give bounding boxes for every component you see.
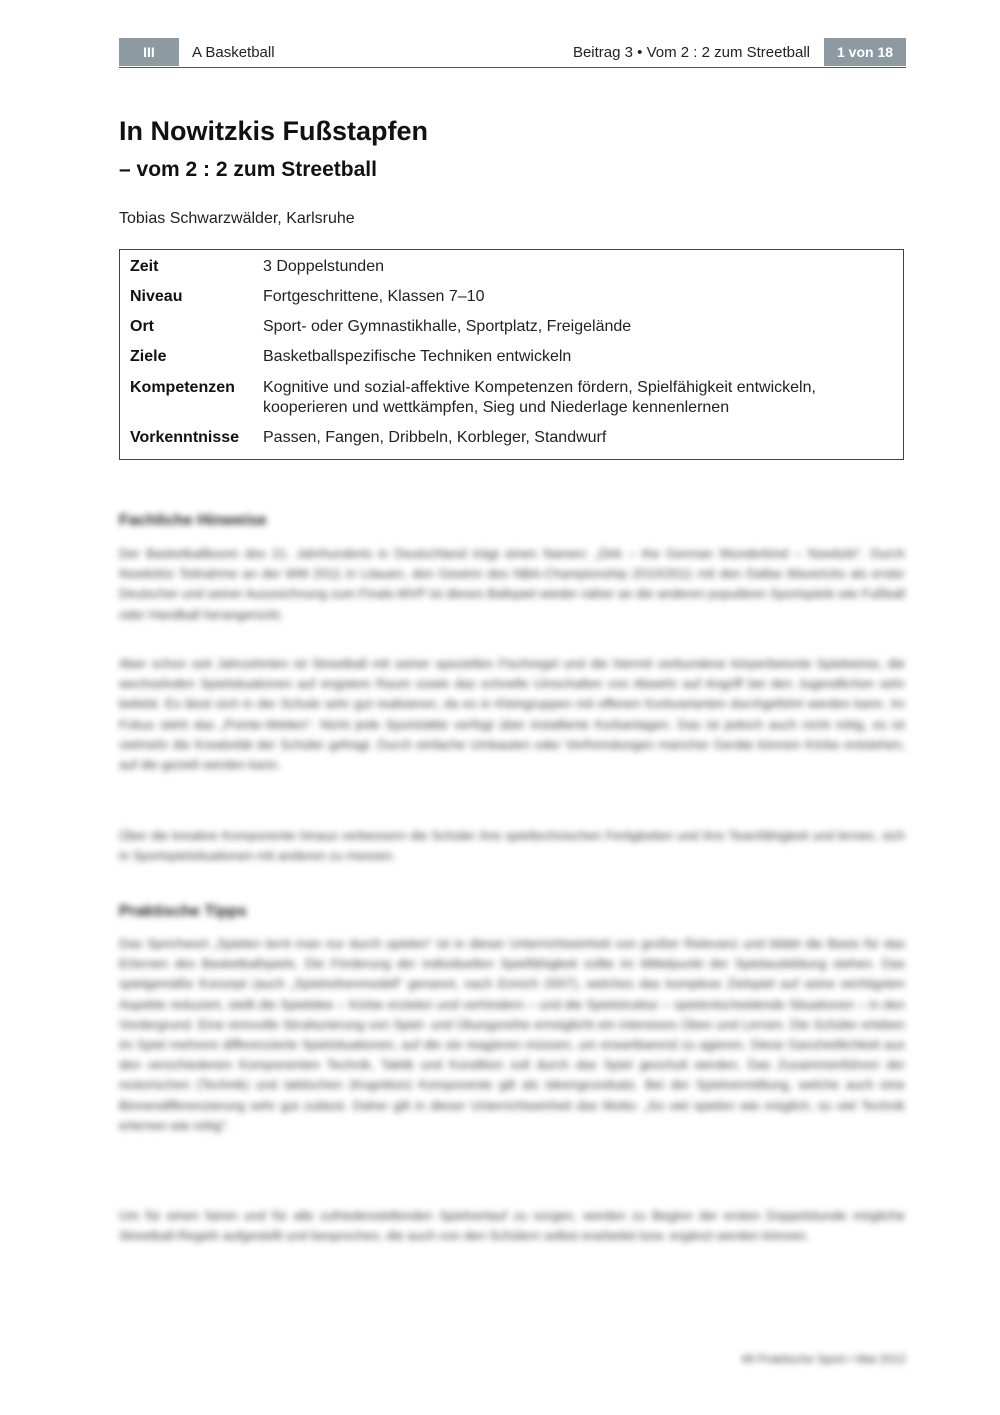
page-header — [119, 38, 906, 68]
info-table — [119, 249, 904, 460]
author-line: Tobias Schwarzwälder, Karlsruhe — [119, 210, 355, 227]
document-subtitle: – vom 2 : 2 zum Streetball — [119, 158, 377, 181]
paragraph: Um für einen fairen und für alle zufriedenstellenden Spielverlauf zu sorgen, werden zu Beginn der ersten Doppelstunde mögliche Streetball-Regeln aufgestellt und besprochen, die auch von den Schülern selbst erarbeitet bzw. ergänzt werden können. — [119, 1208, 905, 1244]
info-value: Kognitive und sozial-affektive Kompetenzen fördern, Spielfähigkeit entwickeln, kooperieren und wettkämpfen, Sieg und Niederlage kennenlernen — [263, 379, 816, 416]
article-title: Beitrag 3 • Vom 2 : 2 zum Streetball — [572, 44, 810, 61]
paragraph: Das Sprichwort „Spielen lernt man nur durch spielen“ ist in dieser Unterrichtseinheit von großer Relevanz und bildet die Basis für das Erlernen des Basketballspiels. Die Förderung der individuellen Spielfähigkeit sollte im Mittelpunkt der Spielausbildung stehen. Das spielgemäße Konzept (auch „Spielreihenmodell“ genannt, nach Emrich 2007), welches das komplexe Zielspiel auf seine wichtigsten Aspekte reduziert, stellt die Spielidee – Körbe erzielen und verhindern – und die Spielstruktur – spielentscheidende Situationen – in den Vordergrund. Eine sinnvolle Strukturierung von Spiel- und Übungsreihe ermöglicht ein intensives Üben und Lernen. Die Schüler erleben im Spiel mehrere differenzierte Spielsituationen, auf die sie reagieren müssen, um erwartbarend zu agieren. Diese Ganzheitlichkeit aus den verschiedenen Komponenten Technik, Taktik und Kondition soll durch das Spiel geschult werden. Das Zusammenführen der motorischen (Technik) und taktischen (Kognition) Komponente gilt als Ideengrundsatz. Bei der Spielvermittlung, welche auch eine Binnendifferenzierung sehr gut zulässt. Daher gilt in dieser Unterrichtseinheit das Motto: „So viel spielen wie möglich, so viel Technik erlernen wie nötig“. — [119, 936, 905, 1133]
info-label: Zeit — [130, 258, 159, 275]
section-heading-fachliche-hinweise: Fachliche Hinweise — [119, 512, 267, 529]
chapter-title: A Basketball — [192, 44, 275, 61]
info-label: Vorkenntnisse — [130, 429, 240, 446]
info-value: Passen, Fangen, Dribbeln, Korbleger, Standwurf — [263, 429, 607, 446]
page-footer: 49 Praktische Sport • Mai 2012 — [741, 1352, 906, 1366]
paragraph: Der Basketballboom des 21. Jahrhunderts in Deutschland trägt einen Namen: „Dirk – the German Wunderkind – Nowitzki“. Durch Nowitzkis Teilnahme an der WM 2011 in Litauen, den Gewinn des NBA-Championship 2010/2011 mit den Dallas Mavericks als erster Deutscher und seiner Auszeichnung zum Finals-MVP ist dieses Ballspiel wieder näher an die anderen populären Sportspiele wie Fußball oder Handball herangerückt. — [119, 546, 905, 622]
document-title: In Nowitzkis Fußstapfen — [119, 116, 429, 146]
info-label: Ort — [130, 318, 154, 335]
info-label: Ziele — [130, 348, 167, 365]
info-value: 3 Doppelstunden — [263, 258, 384, 275]
info-value: Sport- oder Gymnastikhalle, Sportplatz, Freigelände — [263, 318, 632, 335]
paragraph: Aber schon seit Jahrzehnten ist Streetball mit seiner speziellen Fischregel und die hiermit verbundene körperbetonte Spielweise, die wechselnden Spielsituationen auf engstem Raum sowie das schnelle Umschalten von Abwehr auf Angriff bei den Jugendlichen sehr beliebt. Es lässt sich in der Schule sehr gut realisieren, da es in Kleingruppen mit offenen Korbvarianten durchgeführt werden kann. Im Fokus steht das „Pointe-Wetten“. Nicht jede Sportstätte verfügt über installierte Korbanlagen. Das ist jedoch auch nicht nötig, es ist vielmehr die Kreativität der Schüler gefragt. Durch einfache Umbauten oder Verfremdungen mancher Geräte können Körbe entstehen, auf die gezielt werden kann. — [119, 656, 905, 773]
info-value: Basketballspezifische Techniken entwickeln — [263, 348, 572, 365]
info-value: Fortgeschrittene, Klassen 7–10 — [263, 288, 485, 305]
info-label: Kompetenzen — [130, 379, 235, 396]
info-label: Niveau — [130, 288, 183, 305]
page-indicator: 1 von 18 — [824, 38, 906, 66]
section-badge: III — [119, 38, 179, 66]
paragraph: Über die kreative Komponente hinaus verbessern die Schüler ihre spieltechnischen Fertigkeiten und ihre Teamfähigkeit und lernen, sich in Sportspielsituationen mit anderen zu messen. — [119, 828, 905, 864]
section-heading-praktische-tipps: Praktische Tipps — [119, 903, 247, 920]
